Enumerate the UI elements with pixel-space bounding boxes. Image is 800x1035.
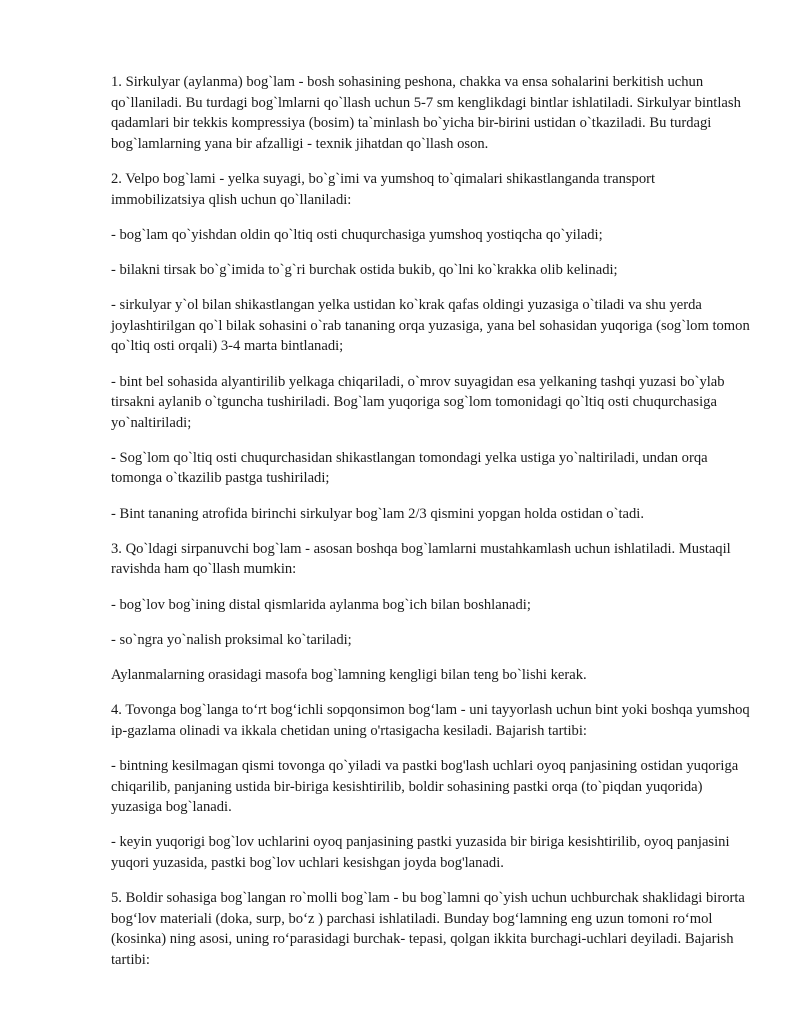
paragraph-note: Aylanmalarning orasidagi masofa bog`lamning kengligi bilan teng bo`lishi kerak.	[111, 667, 587, 683]
list-item: - bog`lov bog`ining distal qismlarida aylanma bog`ich bilan boshlanadi;	[111, 596, 531, 613]
list-item: - bint bel sohasida alyantirilib yelkaga chiqariladi, o`mrov suyagidan esa yelkaning tashqi yuzasi bo`ylab tirsakni aylanib o`tguncha tushiriladi. Bog`lam yuqoriga sog`lom tomonidagi qo`ltiq osti chuqurchasiga yo`naltiriladi;	[111, 373, 725, 431]
list-item: - Bint tananing atrofida birinchi sirkulyar bog`lam 2/3 qismini yopgan holda ostidan o`tadi.	[111, 505, 644, 522]
list-item: - sirkulyar y`ol bilan shikastlangan yelka ustidan ko`krak qafas oldingi yuzasiga o`tiladi va shu yerda joylashtirilgan qo`l bilak sohasini o`rab tananing orqa yuzasiga, yana bel sohasidan yuqoriga (sog`lom tomon qo`ltiq osti orqali) 3-4 marta bintlanadi;	[111, 297, 750, 355]
paragraph-5: 5. Boldir sohasiga bog`langan ro`molli bog`lam - bu bog`lamni qo`yish uchun uchburchak shaklidagi birorta bog‘lov materiali (doka, surp, bo‘z ) parchasi ishlatiladi. Bunday bog‘lamning eng uzun tomoni ro‘mol (kosinka) ning asosi, uning ro‘parasidagi burchak- tepasi, qolgan ikkita burchagi-uchlari deyiladi. Bajarish tartibi:	[111, 890, 745, 968]
list-item: - Sog`lom qo`ltiq osti chuqurchasidan shikastlangan tomondagi yelka ustiga yo`naltiriladi, undan orqa tomonga o`tkazilib pastga tushiriladi;	[111, 449, 708, 487]
paragraph-3: 3. Qo`ldagi sirpanuvchi bog`lam - asosan boshqa bog`lamlarni mustahkamlash uchun ishlatiladi. Mustaqil ravishda ham qo`llash mumkin:	[111, 540, 731, 578]
list-item: - keyin yuqorigi bog`lov uchlarini oyoq panjasining pastki yuzasida bir biriga kesishtirilib, oyoq panjasini yuqori yuzasida, pastki bog`lov uchlari kesishgan joyda bog'lanadi.	[111, 834, 730, 871]
list-item: - so`ngra yo`nalish proksimal ko`tariladi;	[111, 631, 352, 648]
list-item: - bog`lam qo`yishdan oldin qo`ltiq osti chuqurchasiga yumshoq yostiqcha qo`yiladi;	[111, 226, 603, 243]
list-item: - bintning kesilmagan qismi tovonga qo`yiladi va pastki bog'lash uchlari oyoq panjasining ostidan yuqoriga chiqarilib, panjaning ustida bir-biriga kesishtirilib, boldir sohasining pastki orqa (to`piqdan yuqorida) yuzasiga bog`lanadi.	[111, 757, 739, 816]
list-item: - bilakni tirsak bo`g`imida to`g`ri burchak ostida bukib, qo`lni ko`krakka olib kelinadi;	[111, 261, 618, 278]
paragraph-4: 4. Tovonga bog`langa to‘rt bog‘ichli sopqonsimon bog‘lam - uni tayyorlash uchun bint yoki boshqa yumshoq ip-gazlama olinadi va ikkala chetidan uning o'rtasigacha kesiladi. Bajarish tartibi:	[111, 702, 750, 739]
paragraph-1: 1. Sirkulyar (aylanma) bog`lam - bosh sohasining peshona, chakka va ensa sohalarini berkitish uchun qo`llaniladi. Bu turdagi bog`lmlarni qo`llash uchun 5-7 sm kenglikdagi bintlar ishlatiladi. Sirkulyar bintlash qadamlari bir tekkis kompressiya (bosim) ta`minlash bo`yicha bir-birini ustidan o`tkaziladi. Bu turdagi bog`lamlarning yana bir afzalligi - texnik jihatdan qo`llash oson.	[111, 74, 741, 152]
document-page	[111, 72, 751, 985]
paragraph-2: 2. Velpo bog`lami - yelka suyagi, bo`g`imi va yumshoq to`qimalari shikastlanganda transport immobilizatsiya qlish uchun qo`llaniladi:	[111, 170, 656, 208]
